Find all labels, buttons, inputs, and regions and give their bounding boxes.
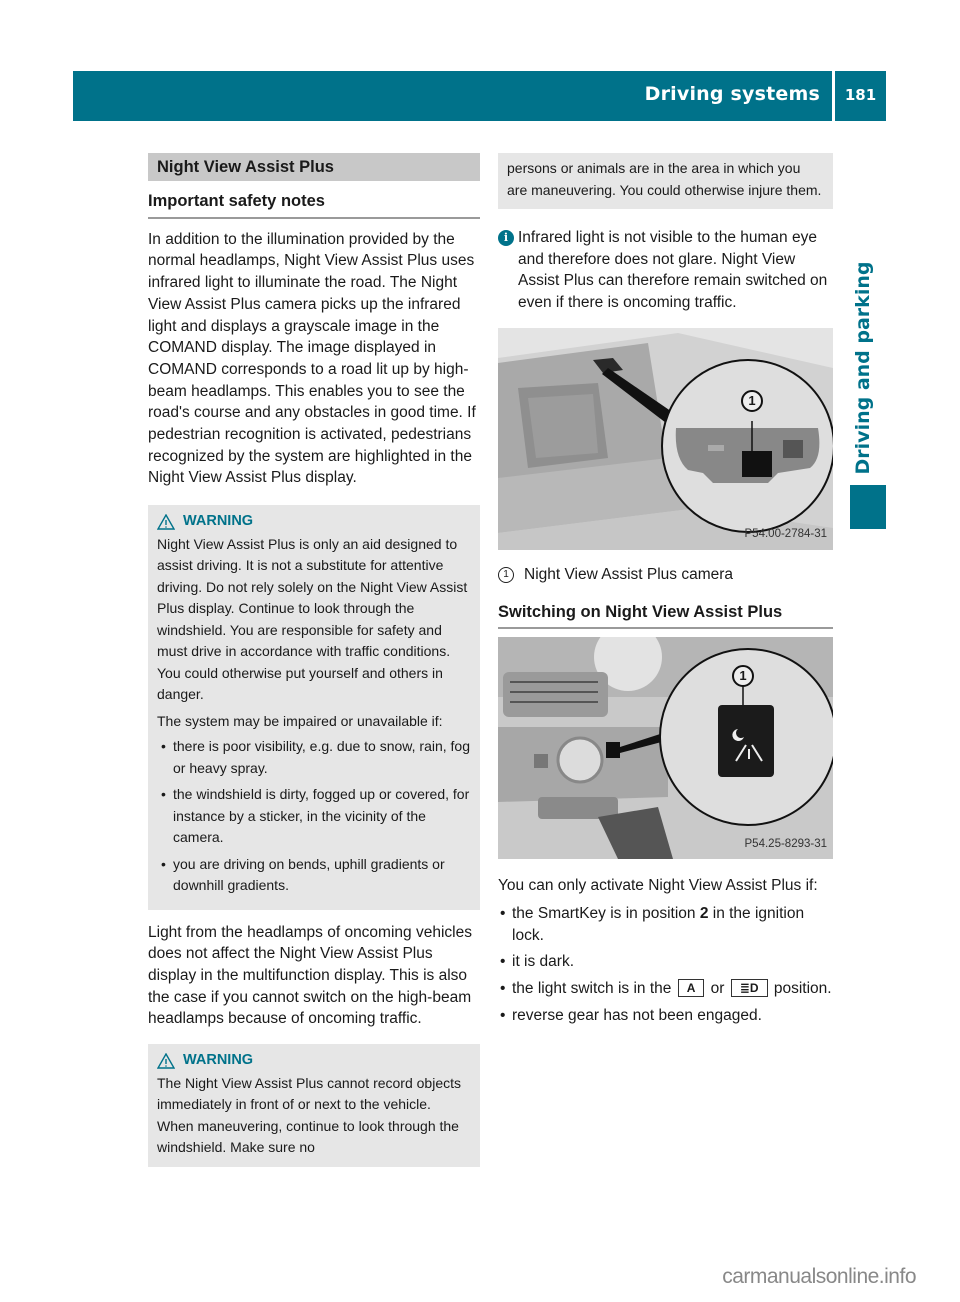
activation-conditions-list — [498, 903, 833, 1027]
figure-switch — [498, 637, 833, 859]
auto-light-icon: A — [678, 979, 705, 997]
warning-box-2 — [148, 1044, 480, 1167]
warning-triangle-icon — [157, 514, 175, 530]
conditions-intro: The system may be impaired or unavailable if: — [157, 712, 443, 729]
figure-callout-1: 1 — [741, 390, 763, 412]
info-note — [498, 227, 833, 314]
warning-label: WARNING — [183, 513, 254, 530]
intro-paragraph: In addition to the illumination provided by the normal headlamps, Night View Assist Plus uses infrared light to illuminate the road. The Night View Assist Plus camera picks up the infrared light and displays a grayscale image in the COMAND display. The image displayed in COMAND corresponds to a road lit up by high-beam headlamps. This enables you to see the road's course and any obstacles in good time. If pedestrian recognition is activated, pedestrians recognized by the system are highlighted in the Night View Assist Plus display. — [148, 230, 476, 487]
condition-text: in the ignition lock. — [512, 904, 805, 944]
conditions-list — [157, 736, 471, 897]
subheading-safety-notes: Important safety notes — [148, 191, 480, 219]
warning-text: The Night View Assist Plus cannot record objects immediately in front of or next to the vehicle. When maneuvering, continue to look through the windshield. Make sure no — [157, 1074, 462, 1156]
dashboard-switch-illustration — [498, 637, 833, 859]
switching-on-heading: Switching on Night View Assist Plus — [498, 602, 833, 630]
ignition-position: 2 — [699, 904, 709, 922]
side-tab — [848, 255, 878, 480]
activation-condition — [498, 903, 833, 946]
warning-label: WARNING — [183, 1052, 254, 1069]
condition-item: • the windshield is dirty, fogged up or covered, for instance by a sticker, in the vicinity of the camera. — [157, 784, 471, 849]
condition-item: • you are driving on bends, uphill gradients or downhill gradients. — [157, 854, 471, 897]
warning-text: Night View Assist Plus is only an aid designed to assist driving. It is not a substitute for attentive driving. Do not rely solely on the Night View Assist Plus display. Continue to look through the windshield. You are responsible for safety and must drive in accordance with traffic conditions. You could otherwise put yourself and others in danger. — [157, 535, 468, 703]
condition-text: the SmartKey is in position — [512, 904, 700, 922]
figure-legend — [498, 564, 833, 586]
right-column — [498, 153, 833, 1031]
page-number-box — [835, 71, 886, 121]
activation-condition: • reverse gear has not been engaged. — [498, 1005, 833, 1027]
activation-condition — [498, 978, 833, 1000]
figure-camera — [498, 328, 833, 550]
warning-triangle-icon — [157, 1053, 175, 1069]
warning-box-2-continued — [498, 153, 833, 209]
warning-text-continued: persons or animals are in the area in which you are maneuvering. You could otherwise injure them. — [507, 160, 822, 198]
info-note-text: Infrared light is not visible to the human eye and therefore does not glare. Night View Assist Plus can therefore remain switched on even if there is oncoming traffic. — [518, 229, 828, 312]
legend-number: 1 — [498, 567, 514, 583]
activation-intro: You can only activate Night View Assist Plus if: — [498, 877, 818, 895]
page-number: 181 — [844, 86, 877, 104]
left-column — [148, 153, 480, 1167]
warning-header — [157, 1050, 471, 1072]
info-icon: i — [498, 230, 514, 246]
condition-text: position. — [769, 980, 832, 998]
side-tab-label: Driving and parking — [852, 261, 874, 474]
condition-item: • there is poor visibility, e.g. due to snow, rain, fog or heavy spray. — [157, 736, 471, 779]
side-tab-marker — [850, 485, 886, 529]
figure-code: P54.25-8293-31 — [744, 837, 827, 850]
section-title: Night View Assist Plus — [148, 153, 480, 181]
low-beam-icon: ≣D — [731, 979, 768, 997]
figure-callout-1: 1 — [732, 665, 754, 687]
windshield-camera-illustration — [498, 328, 833, 550]
activation-condition: • it is dark. — [498, 951, 833, 973]
condition-text: or — [706, 980, 729, 998]
headlamps-paragraph: Light from the headlamps of oncoming vehicles does not affect the Night View Assist Plus display in the multifunction display. This is also the case if you cannot switch on the high-beam headlamps because of oncoming traffic. — [148, 923, 472, 1028]
warning-box-1 — [148, 505, 480, 910]
watermark: carmanualsonline.info — [722, 1265, 916, 1288]
chapter-title: Driving systems — [644, 83, 820, 105]
legend-text: Night View Assist Plus camera — [524, 565, 734, 583]
figure-code: P54.00-2784-31 — [744, 528, 827, 541]
warning-header — [157, 511, 471, 533]
chapter-header-bar — [73, 71, 832, 121]
condition-text: the light switch is in the — [512, 980, 676, 998]
